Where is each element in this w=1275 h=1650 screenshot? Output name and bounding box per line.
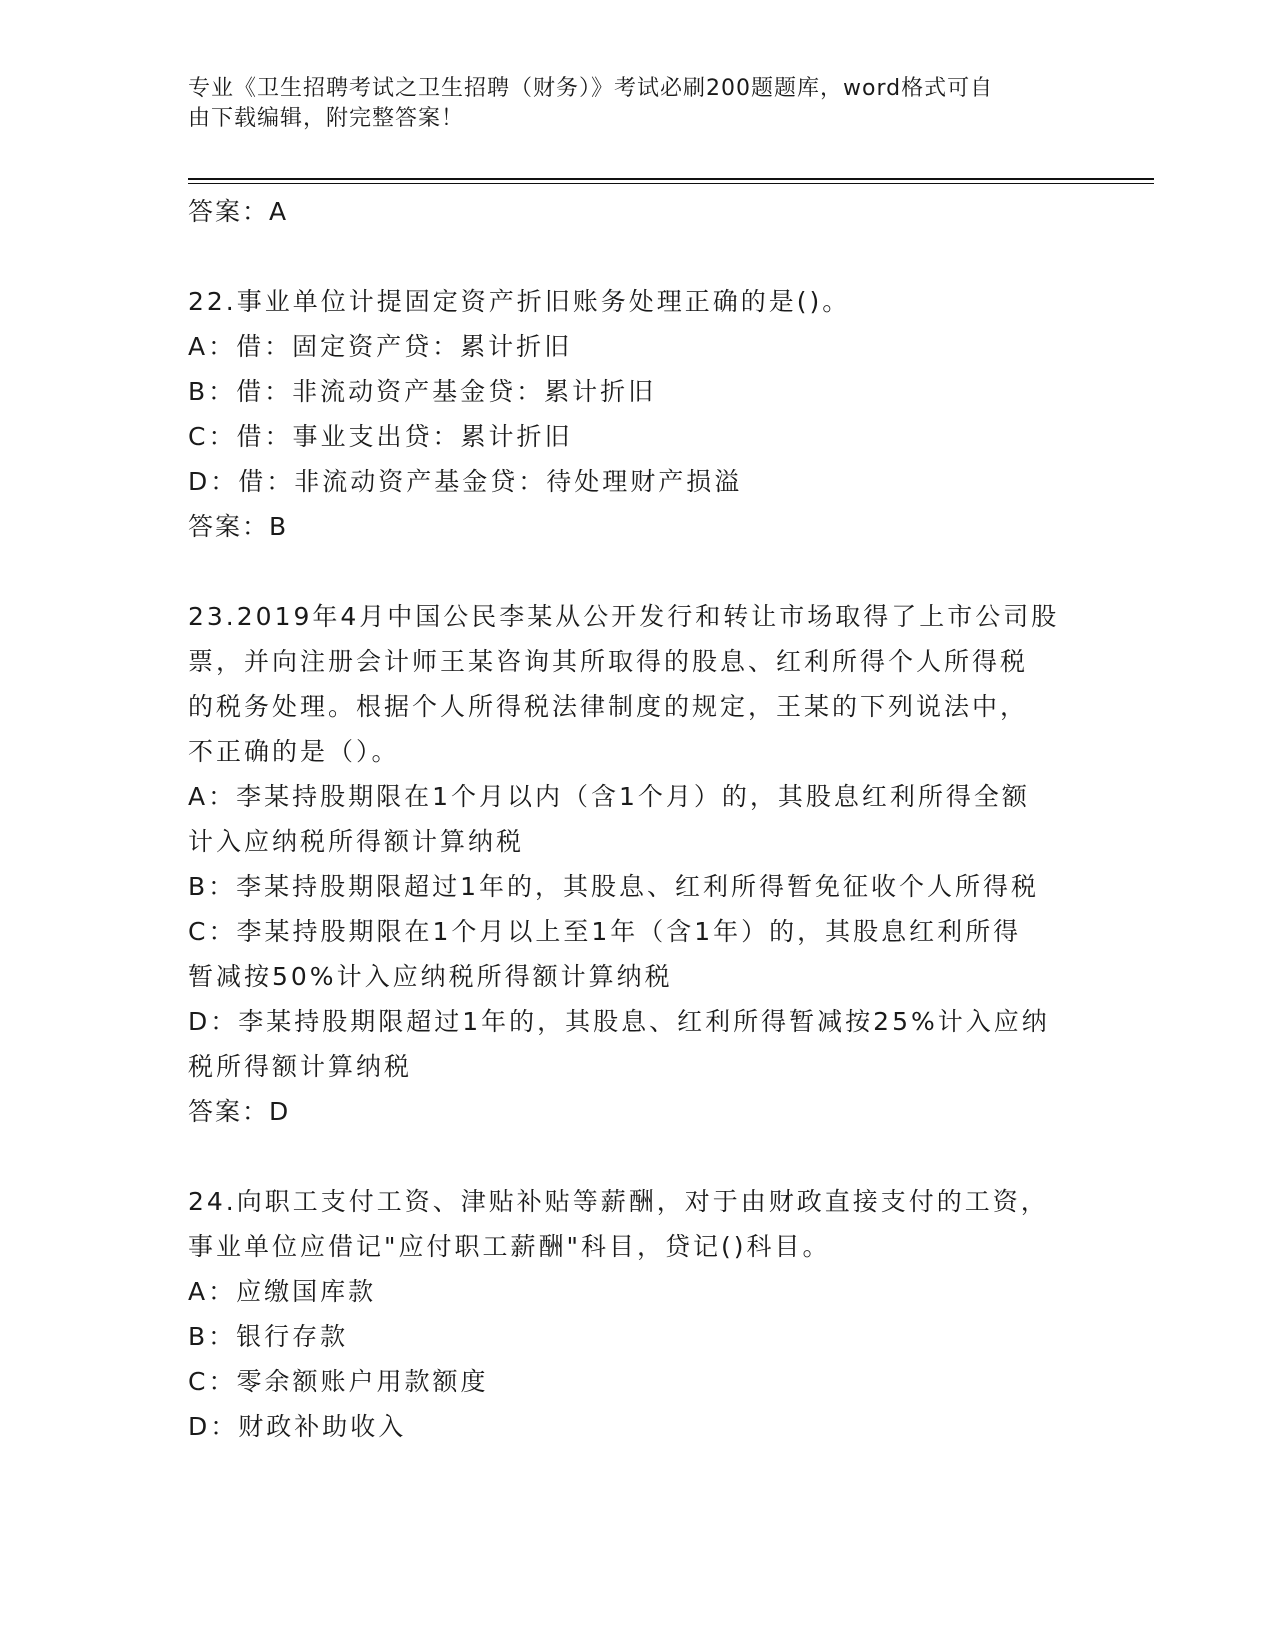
page-header: [188, 74, 1068, 134]
option-b: B：李某持股期限超过1年的，其股息、红利所得暂免征收个人所得税: [188, 872, 1040, 901]
option-c: C：李某持股期限在1个月以上至1年（含1年）的，其股息红利所得: [188, 917, 1022, 946]
option-d: D：财政补助收入: [188, 1412, 407, 1441]
option-b: B：银行存款: [188, 1322, 349, 1351]
header-line-2: 由下载编辑，附完整答案！: [188, 106, 465, 131]
option-d: D：李某持股期限超过1年的，其股息、红利所得暂减按25%计入应纳: [188, 1007, 1050, 1036]
question-stem-line: 24.向职工支付工资、津贴补贴等薪酬，对于由财政直接支付的工资，: [188, 1187, 1049, 1216]
question-stem-line: 事业单位应借记"应付职工薪酬"科目，贷记()科目。: [188, 1232, 831, 1261]
previous-answer: 答案：A: [188, 197, 289, 226]
question-22: [188, 279, 1088, 549]
option-a: A：应缴国库款: [188, 1277, 377, 1306]
spacer: [188, 1134, 1088, 1179]
option-a-continued: 计入应纳税所得额计算纳税: [188, 827, 525, 856]
option-c-continued: 暂减按50%计入应纳税所得额计算纳税: [188, 962, 673, 991]
question-stem-line: 不正确的是（）。: [188, 737, 400, 766]
option-d-continued: 税所得额计算纳税: [188, 1052, 413, 1081]
option-d: D：借：非流动资产基金贷：待处理财产损溢: [188, 467, 743, 496]
question-stem-line: 票，并向注册会计师王某咨询其所取得的股息、红利所得个人所得税: [188, 647, 1029, 676]
option-a: A：李某持股期限在1个月以内（含1个月）的，其股息红利所得全额: [188, 782, 1030, 811]
spacer: [188, 549, 1088, 594]
header-rule-thin: [188, 183, 1154, 184]
answer: 答案：D: [188, 1097, 291, 1126]
question-stem-line: 的税务处理。根据个人所得税法律制度的规定，王某的下列说法中，: [188, 692, 1029, 721]
question-23: [188, 594, 1088, 1134]
question-stem-line: 23.2019年4月中国公民李某从公开发行和转让市场取得了上市公司股: [188, 602, 1060, 631]
option-a: A：借：固定资产贷：累计折旧: [188, 332, 573, 361]
option-b: B：借：非流动资产基金贷：累计折旧: [188, 377, 657, 406]
header-line-1: 专业《卫生招聘考试之卫生招聘（财务）》考试必刷200题题库，word格式可自: [188, 76, 994, 101]
header-rule-thick: [188, 178, 1154, 180]
question-24: [188, 1179, 1088, 1449]
option-c: C：零余额账户用款额度: [188, 1367, 489, 1396]
question-list: [188, 189, 1088, 1449]
option-c: C：借：事业支出贷：累计折旧: [188, 422, 573, 451]
spacer: [188, 234, 1088, 279]
question-stem: 22.事业单位计提固定资产折旧账务处理正确的是()。: [188, 287, 851, 316]
answer: 答案：B: [188, 512, 289, 541]
